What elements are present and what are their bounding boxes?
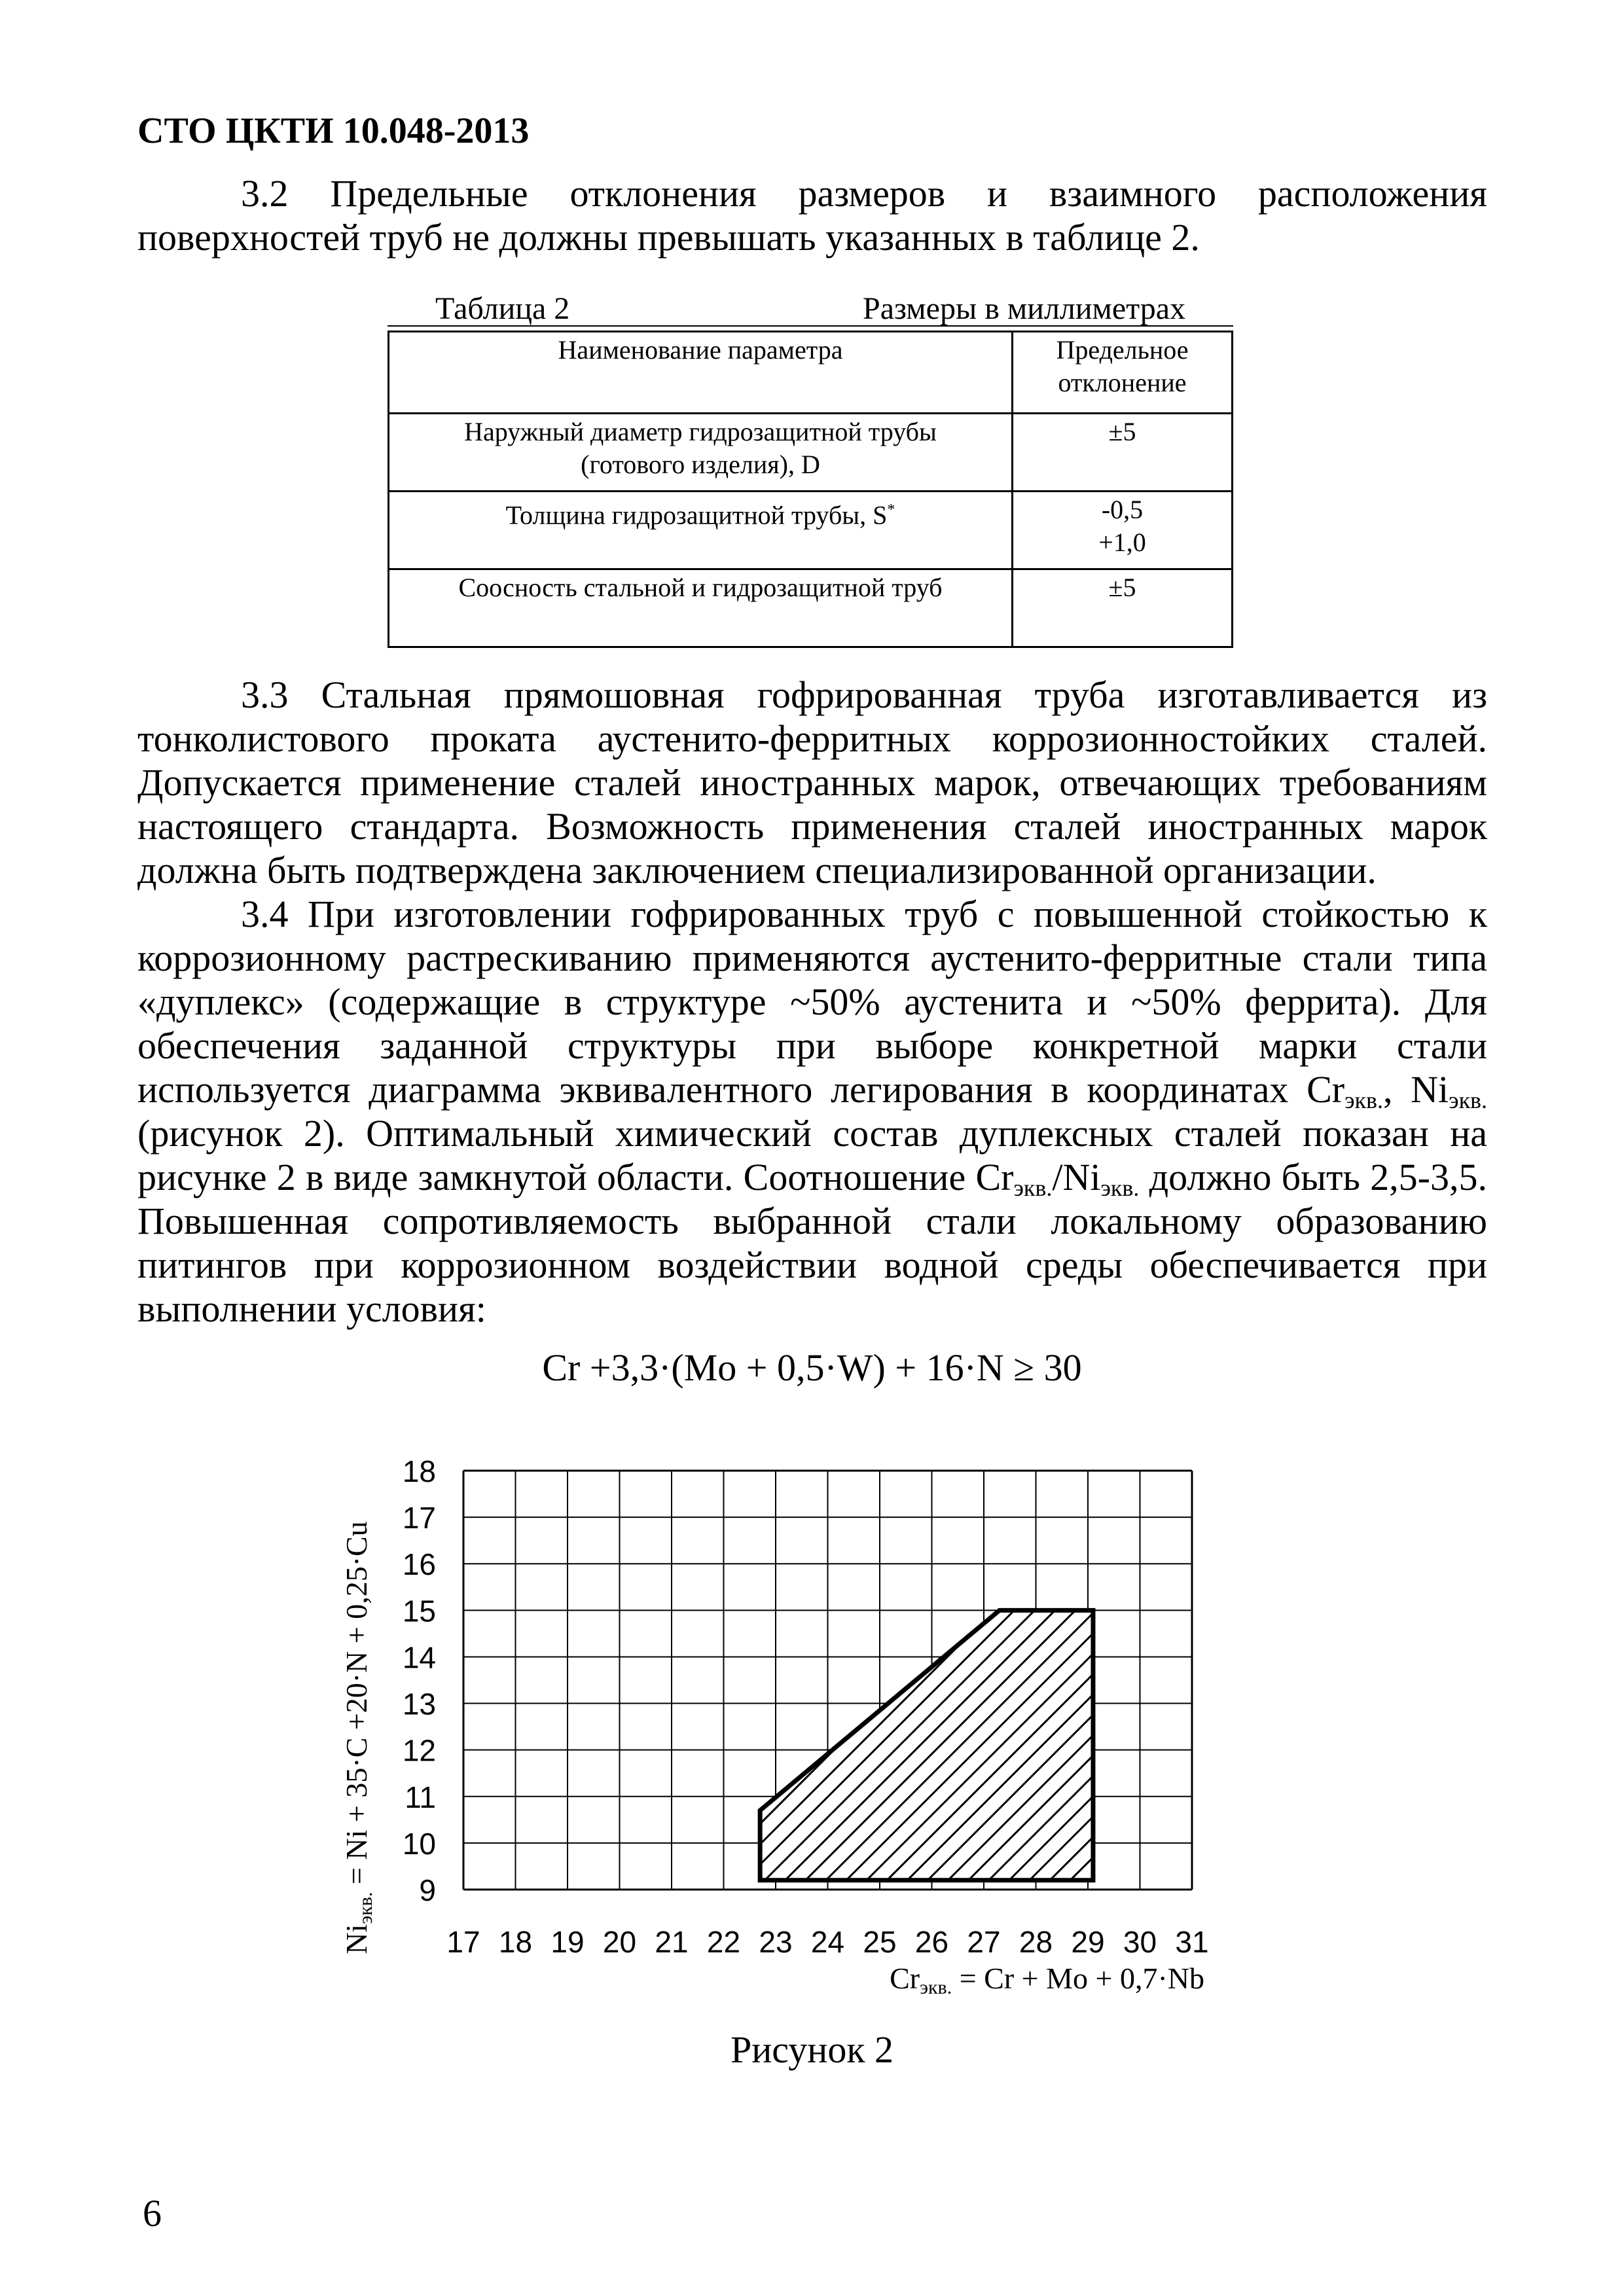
x-tick-label: 21 (655, 1925, 689, 1959)
x-tick-label: 22 (706, 1925, 741, 1959)
table-cell-text: +1,0 (1098, 528, 1146, 557)
x-tick-label: 20 (602, 1925, 637, 1959)
table-cell-text: ±5 (1108, 417, 1136, 446)
y-tick-label: 13 (402, 1687, 436, 1721)
y-tick-label: 10 (402, 1826, 436, 1861)
tolerance-table (388, 331, 1233, 648)
table-header-deviation-text: Предельное отклонение (1056, 335, 1189, 397)
table-cell-text: Наружный диаметр гидрозащитной трубы (464, 417, 937, 446)
paragraph-3-3-text: 3.3 Стальная прямошовная гофрированная труба изготавливается из тонколистового проката аустенито-ферритных коррозионностойких сталей. Допускается применение сталей иностранных марок, отвечающих требованиям настоящего стандарта. Возможность применения сталей иностранных марок должна быть подтверждена заключением специализированной организации. (137, 673, 1487, 891)
figure-caption: Рисунок 2 (731, 2028, 893, 2071)
paragraph-3-2 (137, 171, 1487, 259)
table-cell-deviation (1013, 414, 1233, 492)
y-tick-label: 9 (419, 1873, 436, 1907)
x-tick-label: 31 (1175, 1925, 1209, 1959)
subscript: экв. (1449, 1086, 1488, 1113)
table-cell-text: Толщина гидрозащитной трубы, S (505, 500, 888, 530)
paragraph-3-4 (137, 892, 1487, 1331)
y-tick-label: 16 (402, 1547, 436, 1582)
chart-region-layer (760, 1610, 1093, 1880)
table-cell-parameter (389, 569, 1013, 647)
y-axis-label: Niэкв. = Ni + 35·C +20·N + 0,25·Cu (340, 1521, 376, 1954)
x-tick-label: 18 (498, 1925, 533, 1959)
x-tick-label: 17 (446, 1925, 480, 1959)
table-units-note: Размеры в миллиметрах (863, 291, 1186, 326)
table-cell-text: Соосность стальной и гидрозащитной труб (458, 573, 943, 602)
y-tick-label: 14 (402, 1640, 436, 1675)
x-tick-label: 28 (1019, 1925, 1053, 1959)
paragraph-3-4-text: (рисунок 2). Оптимальный химический состав дуплексных сталей показан на рисунке 2 в виде замкнутой области. Соотношение Cr (137, 1112, 1487, 1198)
x-tick-label: 19 (550, 1925, 585, 1959)
y-tick-label: 18 (402, 1454, 436, 1488)
table-header-deviation (1013, 332, 1233, 414)
x-tick-label: 27 (967, 1925, 1001, 1959)
alloying-diagram-chart (308, 1440, 1290, 1996)
table-cell-text: (готового изделия), D (581, 450, 820, 479)
y-tick-label: 12 (402, 1733, 436, 1768)
x-tick-label: 26 (914, 1925, 949, 1959)
y-tick-label: 11 (405, 1780, 436, 1814)
table-cell-deviation (1013, 492, 1233, 569)
duplex-region (760, 1610, 1093, 1880)
paragraph-3-2-text: 3.2 Предельные отклонения размеров и взаимного расположения поверхностей труб не должны превышать указанных в таблице 2. (137, 172, 1487, 259)
x-axis-label: Crэкв. = Cr + Mo + 0,7·Nb (890, 1962, 1204, 1996)
x-tick-label: 25 (863, 1925, 897, 1959)
x-tick-label: 23 (759, 1925, 793, 1959)
table-cell-parameter (389, 414, 1013, 492)
table-row (389, 414, 1233, 492)
table-row (389, 569, 1233, 647)
table-cell-text: ±5 (1108, 573, 1136, 602)
paragraph-3-4-text: 3.4 При изготовлении гофрированных труб с повышенной стойкостью к коррозионному растрескиванию применяются аустенито-ферритные стали типа «дуплекс» (содержащие в структуре ~50% аустенита и ~50% феррита). Для обеспечения заданной структуры при выборе конкретной марки стали используется диаграмма эквивалентного легирования в координатах Cr (137, 893, 1487, 1111)
paragraph-3-4-text: должно быть 2,5-3,5. Повышенная сопротивляемость выбранной стали локальному образованию питингов при коррозионном воздействии водной среды обеспечивается при выполнении условия: (137, 1156, 1487, 1330)
table-caption-rule (388, 325, 1233, 327)
footnote-mark: * (887, 501, 895, 518)
table-header-parameter: Наименование параметра (389, 332, 1013, 414)
subscript: экв. (1013, 1174, 1053, 1201)
paragraph-3-4-text: , Ni (1382, 1068, 1449, 1111)
paragraph-3-3 (137, 673, 1487, 892)
table-row (389, 492, 1233, 569)
table-caption: Таблица 2 (435, 291, 570, 326)
x-tick-label: 24 (810, 1925, 845, 1959)
subscript: экв. (1100, 1174, 1140, 1201)
x-tick-label: 29 (1071, 1925, 1105, 1959)
table-cell-deviation (1013, 569, 1233, 647)
y-tick-labels (403, 1454, 436, 1907)
page-number: 6 (143, 2192, 162, 2234)
paragraph-3-4-text: /Ni (1052, 1156, 1101, 1198)
document-header: СТО ЦКТИ 10.048-2013 (137, 111, 530, 151)
pitting-formula: Cr +3,3·(Mo + 0,5·W) + 16·N ≥ 30 (542, 1346, 1082, 1389)
table-header-row (389, 332, 1233, 414)
x-tick-label: 30 (1123, 1925, 1157, 1959)
table-cell-parameter (389, 492, 1013, 569)
table-cell-text: -0,5 (1101, 495, 1144, 524)
x-tick-labels (446, 1925, 1208, 1959)
subscript: экв. (1344, 1086, 1383, 1113)
y-tick-label: 17 (402, 1501, 436, 1535)
y-tick-label: 15 (402, 1594, 436, 1628)
